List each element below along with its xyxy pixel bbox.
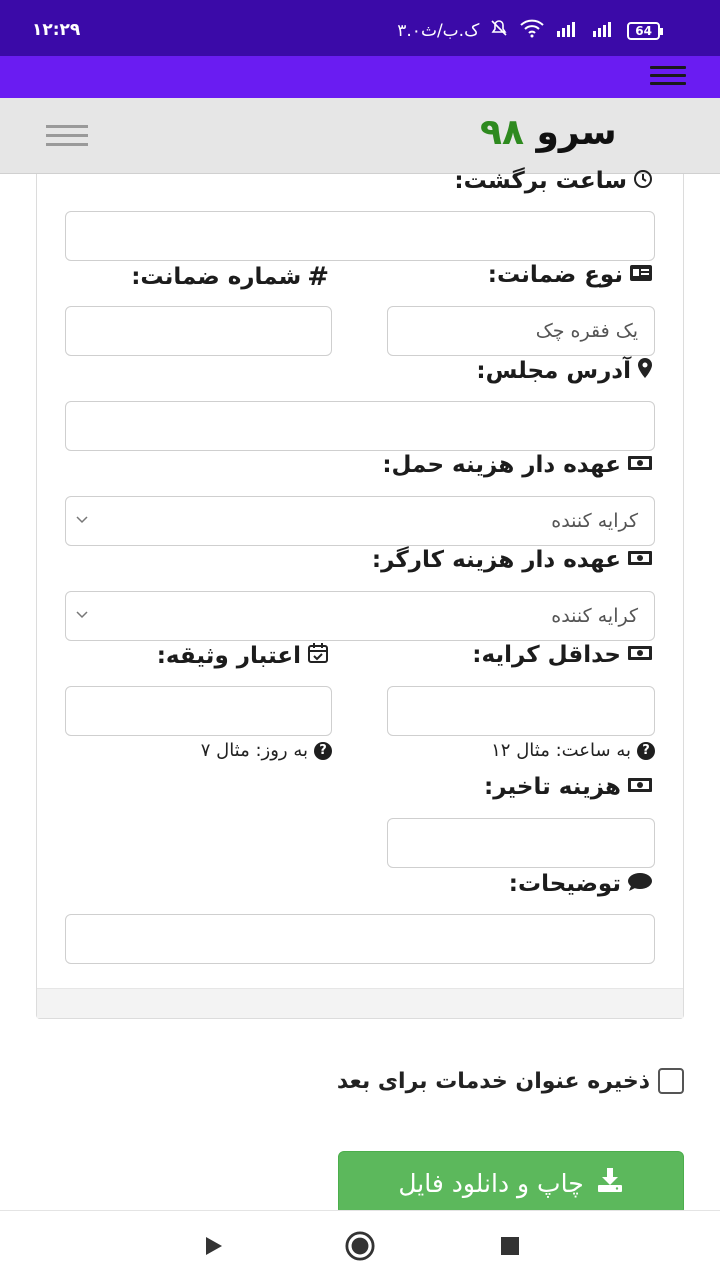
transport-cost-select[interactable]: کرایه کننده — [65, 496, 655, 546]
notes-label: توضیحات: — [509, 871, 653, 897]
min-rent-input[interactable] — [387, 686, 655, 736]
guarantee-type-label: نوع ضمانت: — [488, 262, 653, 288]
system-nav-bar — [0, 1210, 720, 1280]
calendar-check-icon — [307, 642, 329, 669]
deposit-validity-hint: ? به روز: مثال ۷ — [201, 740, 332, 761]
top-bar — [0, 56, 720, 98]
deposit-validity-input[interactable] — [65, 686, 332, 736]
delay-cost-input[interactable] — [387, 818, 655, 868]
map-marker-icon — [637, 357, 653, 384]
money-icon — [627, 548, 653, 572]
hamburger-menu-icon[interactable] — [650, 66, 686, 88]
signal-icon — [555, 19, 581, 42]
app-header — [0, 98, 720, 174]
print-download-button[interactable] — [338, 1151, 684, 1215]
transport-cost-label: عهده دار هزینه حمل: — [382, 452, 653, 478]
form-card — [36, 168, 684, 1019]
comment-icon — [627, 872, 653, 897]
back-icon[interactable] — [198, 1231, 228, 1261]
delay-cost-label: هزینه تاخیر: — [484, 774, 653, 800]
min-rent-hint: ? به ساعت: مثال ۱۲ — [491, 740, 655, 761]
guarantee-number-label: # شماره ضمانت: — [131, 262, 329, 292]
status-indicators — [397, 18, 660, 43]
menu-toggle-icon[interactable] — [46, 125, 88, 149]
money-icon — [627, 775, 653, 799]
id-card-icon — [629, 263, 653, 287]
status-time: ۱۲:۲۹ — [32, 20, 81, 40]
mute-icon — [489, 18, 509, 43]
download-icon — [596, 1167, 624, 1199]
save-services-label: ذخیره عنوان خدمات برای بعد — [336, 1068, 650, 1094]
wifi-icon — [519, 18, 545, 43]
clock-icon — [633, 169, 653, 194]
return-time-label: ساعت برگشت: — [454, 168, 653, 194]
download-button-label: چاپ و دانلود فایل — [398, 1168, 584, 1198]
save-services-checkbox[interactable] — [658, 1068, 684, 1094]
chevron-down-icon — [76, 513, 88, 527]
address-label: آدرس مجلس: — [476, 357, 653, 384]
network-speed: ۳.۰ک.ب/ث — [397, 20, 480, 41]
recents-icon[interactable] — [495, 1231, 525, 1261]
labor-cost-select[interactable]: کرایه کننده — [65, 591, 655, 641]
home-icon[interactable] — [345, 1231, 375, 1261]
labor-cost-label: عهده دار هزینه کارگر: — [372, 547, 653, 573]
chevron-down-icon — [76, 608, 88, 622]
address-input[interactable] — [65, 401, 655, 451]
signal-icon-2 — [591, 19, 617, 42]
save-services-row[interactable] — [337, 1068, 684, 1094]
hash-icon: # — [307, 262, 329, 292]
battery-icon: 64 — [627, 22, 660, 40]
deposit-validity-label: اعتبار وثیقه: — [157, 642, 329, 669]
question-circle-icon: ? — [637, 742, 655, 760]
question-circle-icon: ? — [314, 742, 332, 760]
logo[interactable]: سرو ۹۸ — [480, 112, 617, 153]
min-rent-label: حداقل کرایه: — [472, 642, 653, 668]
guarantee-number-input[interactable] — [65, 306, 332, 356]
status-bar — [0, 0, 720, 56]
money-icon — [627, 643, 653, 667]
return-time-input[interactable] — [65, 211, 655, 261]
money-icon — [627, 453, 653, 477]
guarantee-type-input[interactable]: یک فقره چک — [387, 306, 655, 356]
notes-input[interactable] — [65, 914, 655, 964]
card-footer — [37, 988, 683, 1018]
